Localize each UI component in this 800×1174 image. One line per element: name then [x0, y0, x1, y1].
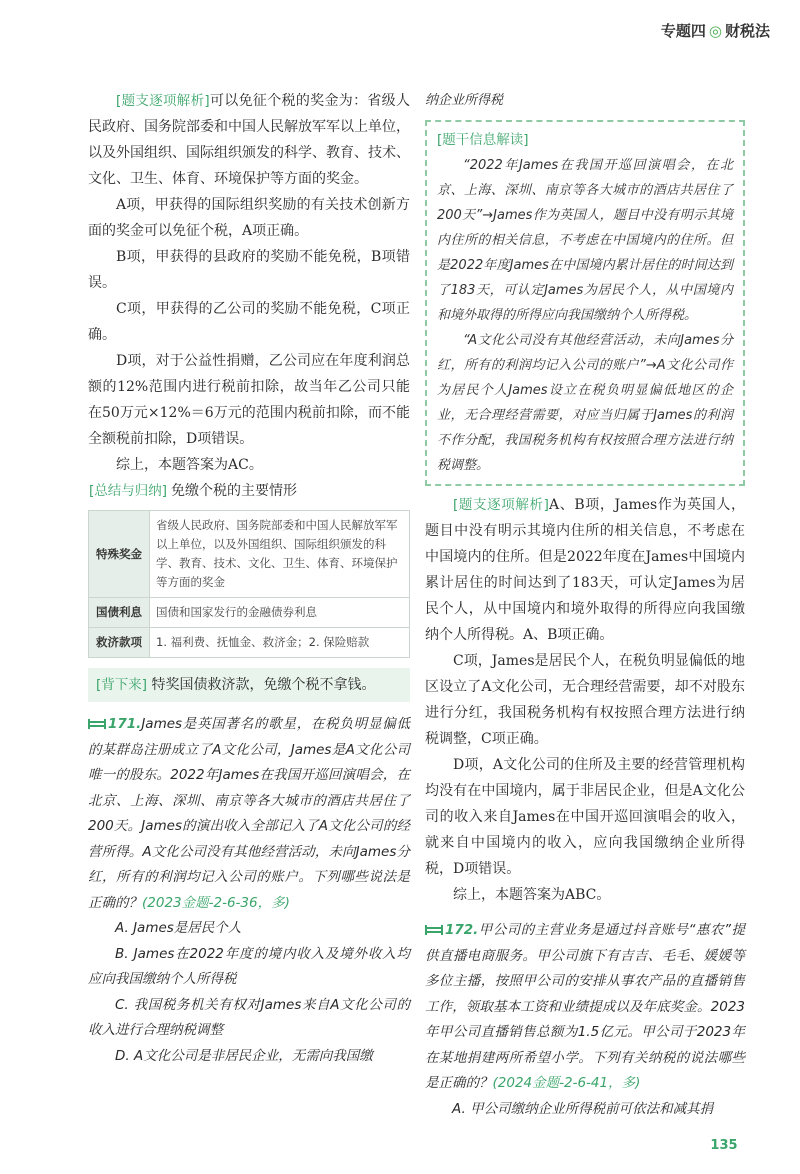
stem-interpretation-box	[425, 120, 745, 486]
option-c-analysis: C项，甲获得的乙公司的奖励不能免税，C项正确。	[88, 301, 410, 343]
question-text: 甲公司的主营业务是通过抖音账号“惠农”提供直播电商服务。甲公司旗下有吉吉、毛毛、媛媛等多位主播，按照甲公司的安排从事农产品的直播销售工作，领取基本工资和业绩提成以及年底奖金。2023年甲公司直播销售总额为1.5亿元。甲公司于2023年在某地捐建两所希望小学。下列有关纳税的说法哪些是正确的？	[425, 922, 745, 1091]
option-a-analysis: A项，甲获得的国际组织奖励的有关技术创新方面的奖金可以免征个税，A项正确。	[88, 197, 410, 239]
option-c: C. 我国税务机关有权对James来自A文化公司的收入进行合理纳税调整	[88, 996, 410, 1038]
table-key: 特殊奖金	[89, 511, 150, 598]
table-key: 国债利息	[89, 598, 150, 628]
option-d-analysis: D项，A文化公司的住所及主要的经营管理机构均没有在中国境内，属于非居民企业，但是A文化公司的收入来自James在中国开巡回演唱会的收入，就来自中国境内的收入，应向我国缴纳企业所得税，D项错误。	[425, 757, 745, 877]
left-column	[88, 88, 410, 1069]
option-a: A. 甲公司缴纳企业所得税前可依法和减其捐	[452, 1100, 714, 1117]
memorize-box	[88, 668, 410, 702]
chapter-title: 财税法	[724, 22, 770, 40]
analysis-text: 可以免征个税的奖金为：省级人民政府、国务院部委和中国人民解放军军以上单位，以及外国组织、国际组织颁发的科学、教育、技术、文化、卫生、体育、环境保护等方面的奖金。	[88, 93, 410, 187]
circle-separator-icon: ◎	[708, 22, 722, 40]
question-source: (2024金题-2-6-41，多)	[492, 1075, 641, 1091]
option-b: B. James在2022年度的境内收入及境外收入均应向我国缴纳个人所得税	[88, 945, 410, 987]
question-stem	[425, 918, 745, 1097]
conclusion: 综上，本题答案为AC。	[116, 457, 263, 473]
question-number: 171.	[108, 716, 142, 732]
analysis-text: A、B项，James作为英国人，题目中没有明示其境内住所的相关信息，不考虑在中国境内的住所。但是2022年度在James中国境内累计居住的时间达到了183天，可认定James为居民个人，从中国境内和境外取得的所得应向我国缴纳个人所得税。A、B项正确。	[425, 497, 745, 643]
box-paragraph-2: “A文化公司没有其他经营活动，未向James分红，所有的利润均记入公司的账户”→A文化公司作为居民个人James设立在税负明显偏低地区的企业，无合理经营需要，对应当归属于James的利润不作分配，我国税务机构有权按照合理方法进行纳税调整。	[437, 333, 733, 473]
summary-title: 免缴个税的主要情形	[171, 483, 298, 499]
page-number: 135	[710, 1138, 738, 1153]
option-d-continuation: 纳企业所得税	[425, 93, 504, 108]
option-c-analysis: C项，James是居民个人，在税负明显偏低的地区设立了A文化公司，无合理经营需要，却不对股东进行分红，我国税务机构有权按照合理方法进行纳税调整，C项正确。	[425, 653, 745, 747]
question-171	[88, 712, 410, 1069]
box-tag-line	[437, 128, 733, 153]
table-value: 1. 福利费、抚恤金、救济金；2. 保险赔款	[150, 628, 410, 658]
table-key: 救济款项	[89, 628, 150, 658]
option-b-analysis: B项，甲获得的县政府的奖励不能免税，B项错误。	[88, 249, 410, 291]
right-column	[425, 88, 745, 1122]
table-value: 国债和国家发行的金融债券利息	[150, 598, 410, 628]
table-row	[89, 628, 410, 658]
section-tag: [题支逐项解析]	[453, 497, 549, 513]
question-icon	[88, 719, 106, 729]
conclusion: 综上，本题答案为ABC。	[453, 887, 611, 903]
exemption-table	[88, 510, 410, 658]
summary-heading	[88, 478, 410, 504]
table-row	[89, 598, 410, 628]
option-ab-analysis	[425, 492, 745, 648]
option-a: A. James是居民个人	[115, 920, 242, 936]
option-d: D. A文化公司是非居民企业，无需向我国缴	[115, 1047, 373, 1064]
question-number: 172.	[445, 922, 479, 938]
section-tag: [背下来]	[96, 677, 148, 693]
question-172	[425, 918, 745, 1122]
question-icon	[425, 925, 443, 935]
section-tag: [题支逐项解析]	[116, 93, 210, 109]
memorize-text: 特奖国债救济款，免缴个税不拿钱。	[151, 677, 376, 693]
table-value: 省级人民政府、国务院部委和中国人民解放军军以上单位，以及外国组织、国际组织颁发的科学、教育、技术、文化、卫生、体育、环境保护等方面的奖金	[150, 511, 410, 598]
analysis-paragraph	[88, 88, 410, 192]
topic-label: 专题四	[660, 22, 706, 40]
question-stem	[88, 712, 410, 916]
running-header	[661, 20, 770, 41]
question-text: James是英国著名的歌星，在税负明显偏低的某群岛注册成立了A文化公司，James是A文化公司唯一的股东。2022年James在我国开巡回演唱会，在北京、上海、深圳、南京等各大城市的酒店共居住了200天。James的演出收入全部记入了A文化公司的经营所得。A文化公司没有其他经营活动，未向James分红，所有的利润均记入公司的账户。下列哪些说法是正确的？	[88, 716, 410, 911]
section-tag: [总结与归纳]	[89, 483, 168, 499]
box-paragraph-1: “2022年James在我国开巡回演唱会，在北京、上海、深圳、南京等各大城市的酒店共居住了200天”→James作为英国人，题目中没有明示其境内住所的相关信息，不考虑在中国境内的住所。但是2022年度James在中国境内累计居住的时间达到了183天，可认定James为居民个人，从中国境内和境外取得的所得应向我国缴纳个人所得税。	[437, 158, 733, 323]
option-d-analysis: D项，对于公益性捐赠，乙公司应在年度利润总额的12%范围内进行税前扣除，故当年乙公司只能在50万元×12%＝6万元的范围内税前扣除，而不能全额税前扣除，D项错误。	[88, 353, 410, 447]
section-tag: [题干信息解读]	[437, 132, 529, 148]
table-row	[89, 511, 410, 598]
question-source: (2023金题-2-6-36，多)	[142, 894, 290, 911]
